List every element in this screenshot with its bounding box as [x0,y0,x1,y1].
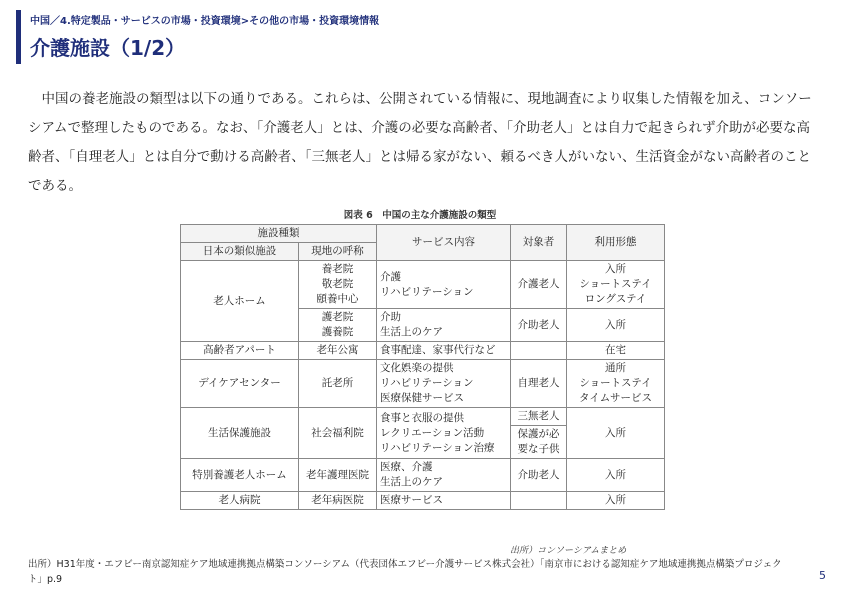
cell-target: 介護老人 [511,261,567,309]
cell-usage: 入所 [567,459,665,492]
cell-japan: 特別養護老人ホーム [181,459,299,492]
cell-service: 食事配達、家事代行など [377,342,511,360]
figure-source: 出所）コンソーシアムまとめ [510,546,627,556]
title-accent-bar [16,10,21,64]
cell-usage: 入所 [567,408,665,459]
cell-target: 三無老人 [511,408,567,426]
table-row [181,360,665,408]
breadcrumb: 中国／4.特定製品・サービスの市場・投資環境>その他の市場・投資環境情報 [30,16,380,27]
facility-type-table [180,224,665,510]
cell-local: 社会福利院 [299,408,377,459]
cell-japan: デイケアセンター [181,360,299,408]
cell-local: 護老院 護養院 [299,309,377,342]
cell-service: 食事と衣服の提供 レクリエーション活動 リハビリテーション治療 [377,408,511,459]
cell-usage: 在宅 [567,342,665,360]
cell-service: 介助 生活上のケア [377,309,511,342]
figure-title: 図表 6 中国の主な介護施設の類型 [343,210,497,221]
cell-japan: 生活保護施設 [181,408,299,459]
cell-usage: 通所 ショートステイ タイムサービス [567,360,665,408]
cell-usage: 入所 ショートステイ ロングステイ [567,261,665,309]
intro-text: 中国の養老施設の類型は以下の通りである。これらは、公開されている情報に、現地調査により収集した情報を加え、コンソーシアムで整理したものである。なお、「介護老人」とは、介護の必要な高齢者、「介助老人」とは自力で起きられず介助が必要な高齢者、「自理老人」とは自分で動ける高齢者、「三無老人」とは帰る家がない、頼るべき人がいない、生活資金がない高齢者のことである。 [28,91,812,194]
cell-japan: 老人ホーム [181,261,299,342]
page-title: 介護施設（1/2） [30,36,186,60]
cell-local: 老年護理医院 [299,459,377,492]
header-target: 対象者 [511,225,567,261]
header-japan-equivalent: 日本の類似施設 [181,243,299,261]
table-row [181,342,665,360]
cell-target: 介助老人 [511,459,567,492]
cell-usage: 入所 [567,309,665,342]
footnote-source: 出所）H31年度・エフビー南京認知症ケア地域連携拠点構築コンソーシアム（代表団体エフビー介護サービス株式会社）「南京市における認知症ケア地域連携拠点構築プロジェクト」p.9 [28,559,782,585]
cell-local: 老年病医院 [299,492,377,510]
cell-local: 託老所 [299,360,377,408]
table-row [181,261,665,309]
cell-japan: 高齢者アパート [181,342,299,360]
cell-target: 介助老人 [511,309,567,342]
cell-local: 養老院 敬老院 頤養中心 [299,261,377,309]
table-row [181,408,665,426]
cell-target [511,492,567,510]
header-service: サービス内容 [377,225,511,261]
cell-target: 自理老人 [511,360,567,408]
cell-target [511,342,567,360]
cell-japan: 老人病院 [181,492,299,510]
intro-paragraph [28,85,822,201]
cell-service: 介護 リハビリテーション [377,261,511,309]
header-local-name: 現地の呼称 [299,243,377,261]
table-row [181,492,665,510]
cell-service: 医療サービス [377,492,511,510]
cell-service: 文化娯楽の提供 リハビリテーション 医療保健サービス [377,360,511,408]
header-facility-type: 施設種類 [181,225,377,243]
cell-target: 保護が必要な子供 [511,426,567,459]
cell-service: 医療、介護 生活上のケア [377,459,511,492]
cell-usage: 入所 [567,492,665,510]
table-header-row [181,225,665,243]
cell-local: 老年公寓 [299,342,377,360]
header-usage: 利用形態 [567,225,665,261]
page-number: 5 [819,569,826,582]
table-row [181,459,665,492]
